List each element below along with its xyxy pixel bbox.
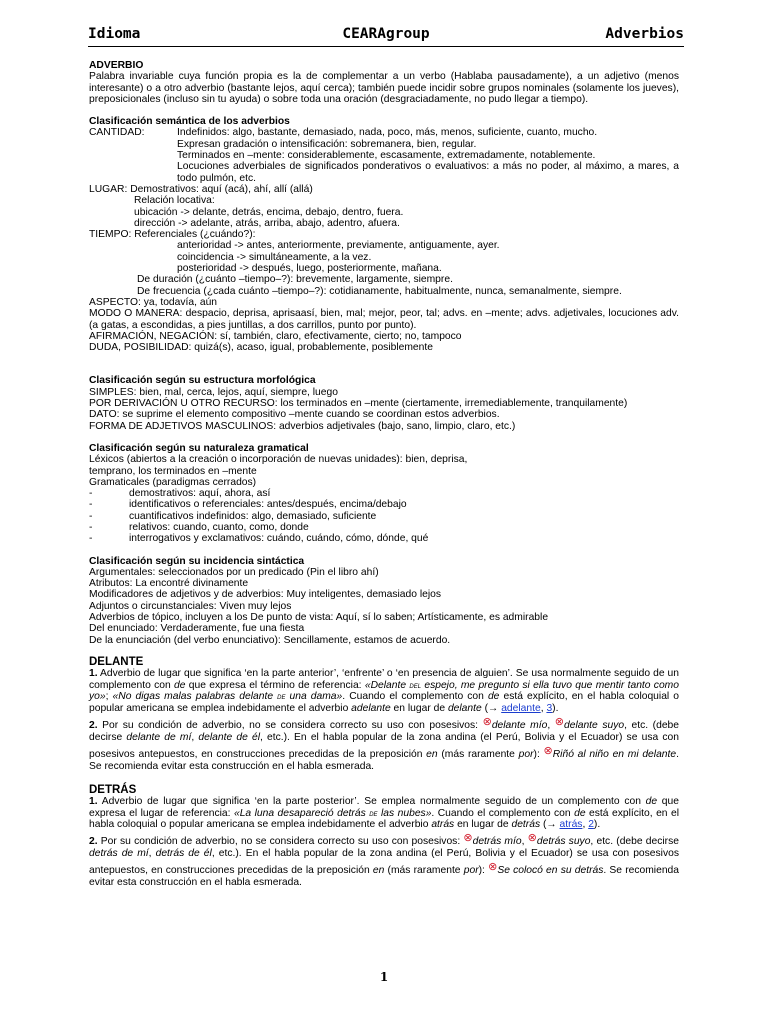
tiempo-line: TIEMPO: Referenciales (¿cuándo?): <box>89 229 256 241</box>
header-topic: Adverbios <box>605 26 684 42</box>
tiempo-frecuencia: De frecuencia (¿cada cuánto –tiempo–?): cotidianamente, habitualmente, nunca, semanalmente, siempre. <box>137 285 622 297</box>
sintactica-item: Del enunciado: Verdaderamente, fue una fiesta <box>89 623 305 635</box>
cantidad-row <box>89 127 679 138</box>
section-title-sintactica: Clasificación según su incidencia sintáctica <box>89 555 305 567</box>
tiempo-item: coincidencia -> simultáneamente, a la vez. <box>177 251 372 263</box>
lugar-line: LUGAR: Demostrativos: aquí (acá), ahí, allí (allá) <box>89 183 313 195</box>
section-title-adverbio: ADVERBIO <box>89 60 144 71</box>
morfologica-forma: FORMA DE ADJETIVOS MASCULINOS: adverbios adjetivales (bajo, sano, limpio, claro, etc.) <box>89 420 516 432</box>
delante-paragraph-1: 1. Adverbio de lugar que significa ‘en la parte anterior’, ‘enfrente’ o ‘en presencia de alguien’. Se usa normalmente seguido de un complemento con de que expresa el término de referencia: «Delante del espejo, me pregunto si ella tuvo que mentir tanto como yo»; «No digas malas palabras delante de una dama». Cuando el complemento con de está explícito, en el habla coloquial o popular americana se emplea indebidamente el adverbio adelante en lugar de delante (→ adelante, 3). <box>89 668 679 715</box>
sintactica-item: Argumentales: seleccionados por un predicado (Pin el libro ahí) <box>89 566 379 578</box>
page-number: 1 <box>379 970 389 984</box>
cantidad-label: CANTIDAD: <box>89 127 145 139</box>
cantidad-item: Terminados en –mente: considerablemente, escasamente, extremadamente, notablemente. <box>177 150 596 162</box>
afirmacion-line: AFIRMACIÓN, NEGACIÓN: sí, también, claro, efectivamente, cierto; no, tampoco <box>89 330 462 342</box>
sintactica-item: Adjuntos o circunstanciales: Viven muy lejos <box>89 600 292 612</box>
link-adelante[interactable]: adelante <box>501 703 541 715</box>
aspecto-line: ASPECTO: ya, todavía, aún <box>89 296 218 308</box>
list-item: - cuantificativos indefinidos: algo, demasiado, suficiente <box>89 510 377 522</box>
header-subject: Idioma <box>88 26 141 42</box>
prohibited-icon: ⊗ <box>482 715 492 728</box>
morfologica-simples: SIMPLES: bien, mal, cerca, lejos, aquí, siempre, luego <box>89 386 338 398</box>
modo-line: MODO O MANERA: despacio, deprisa, aprisaasí, bien, mal; mejor, peor, tal; advs. en –mente; advs. adjetivales, locuciones adv. (a gatas, a escondidas, a pies juntillas, a dos carrillos, punto por punto). <box>89 308 679 331</box>
section-title-semantica: Clasificación semántica de los adverbios <box>89 116 290 128</box>
prohibited-icon: ⊗ <box>463 831 473 844</box>
section-title-detras: DETRÁS <box>89 783 137 796</box>
sintactica-item: De la enunciación (del verbo enunciativo): Sencillamente, estamos de acuerdo. <box>89 634 451 646</box>
cantidad-item: Indefinidos: algo, bastante, demasiado, nada, poco, más, menos, suficiente, cuanto, mucho. <box>177 127 598 139</box>
gramatical-gramaticales: Gramaticales (paradigmas cerrados) <box>89 476 257 488</box>
list-item: - identificativos o referenciales: antes/después, encima/debajo <box>89 499 407 511</box>
link-adelante-3[interactable]: 3 <box>546 703 553 715</box>
tiempo-item: posterioridad -> después, luego, posteriormente, mañana. <box>177 263 442 275</box>
sintactica-item: Adverbios de tópico, incluyen a los De punto de vista: Aquí, sí lo saben; Artísticamente, es admirable <box>89 612 549 624</box>
sintactica-item: Atributos: La encontré divinamente <box>89 578 249 590</box>
prohibited-icon: ⊗ <box>488 860 498 873</box>
section-title-delante: DELANTE <box>89 655 144 668</box>
header-organization: CEARAgroup <box>342 26 430 42</box>
cantidad-item: Locuciones adverbiales de significados ponderativos o evaluativos: a más no poder, al máximo, a mares, a todo pulmón, etc. <box>177 161 679 184</box>
sintactica-item: Modificadores de adjetivos y de adverbios: Muy inteligentes, demasiado lejos <box>89 589 442 601</box>
list-item: - demostrativos: aquí, ahora, así <box>89 488 271 500</box>
morfologica-derivacion: POR DERIVACIÓN U OTRO RECURSO: los terminados en –mente (ciertamente, irremediablemente, tranquilamente) <box>89 398 628 410</box>
lugar-relacion: Relación locativa: <box>134 195 215 207</box>
morfologica-dato: DATO: se suprime el elemento compositivo –mente cuando se coordinan estos adverbios. <box>89 409 500 421</box>
page-header <box>88 24 684 47</box>
prohibited-icon: ⊗ <box>527 831 537 844</box>
list-item: - relativos: cuando, cuanto, como, donde <box>89 521 309 533</box>
section-title-gramatical: Clasificación según su naturaleza gramatical <box>89 442 309 454</box>
delante-paragraph-2: 2. Por su condición de adverbio, no se considera correcto su uso con posesivos: ⊗delante mío, ⊗delante suyo, etc. (debe decirse delante de mí, delante de él, etc.). En el habla popular de la zona andina (el Perú, Bolivia y el Ecuador) se usa con posesivos antepuestos, en construcciones precedidas de la preposición en (más raramente por): ⊗Riñó al niño en mi delante. Se recomienda evitar esta construcción en el habla esmerada. <box>89 715 680 773</box>
detras-paragraph-1: 1. Adverbio de lugar que significa ‘en la parte posterior’. Se emplea normalmente seguido de un complemento con de que expresa el lugar de referencia: «La luna desapareció detrás de las nubes». Cuando el complemento con de está explícito, en el habla coloquial o popular americana se emplea indebidamente el adverbio atrás en lugar de detrás (→ atrás, 2). <box>89 795 679 831</box>
lugar-direccion: dirección -> adelante, atrás, arriba, abajo, adentro, afuera. <box>134 217 400 229</box>
detras-paragraph-2: 2. Por su condición de adverbio, no se considera correcto su uso con posesivos: ⊗detrás mío, ⊗detrás suyo, etc. (debe decirse detrás de mí, detrás de él, etc.). En el habla popular de la zona andina (el Perú, Bolivia y el Ecuador) se usa con posesivos antepuestos, en construcciones precedidas de la preposición en (más raramente por): ⊗Se colocó en su detrás. Se recomienda evitar esta construcción en el habla esmerada. <box>89 831 679 889</box>
adverbio-definition: Palabra invariable cuya función propia es la de complementar a un verbo (Hablaba pausadamente), a un adjetivo (menos interesante) o a otro adverbio (bastante lejos, aquí cerca); también puede incidir sobre grupos nominales (solamente los jueves), preposicionales (incluso sin tu ayuda) o sobre toda una oración (desgraciadamente, no pudo llegar a tiempo). <box>89 71 679 105</box>
duda-line: DUDA, POSIBILIDAD: quizá(s), acaso, igual, probablemente, posiblemente <box>89 342 433 354</box>
tiempo-item: anterioridad -> antes, anteriormente, previamente, antiguamente, ayer. <box>177 240 500 252</box>
link-atras-2[interactable]: 2 <box>588 819 594 831</box>
section-title-morfologica: Clasificación según su estructura morfológica <box>89 375 316 387</box>
document-body <box>89 60 679 890</box>
link-atras[interactable]: atrás <box>559 819 583 831</box>
list-item: - interrogativos y exclamativos: cuándo, cuándo, cómo, dónde, qué <box>89 533 429 545</box>
prohibited-icon: ⊗ <box>543 744 553 757</box>
prohibited-icon: ⊗ <box>554 715 564 728</box>
gramatical-lexicos: Léxicos (abiertos a la creación o incorporación de nuevas unidades): bien, deprisa, temprano, los terminados en –mente <box>89 454 468 477</box>
lugar-ubicacion: ubicación -> delante, detrás, encima, debajo, dentro, fuera. <box>134 206 404 218</box>
tiempo-duracion: De duración (¿cuánto –tiempo–?): brevemente, largamente, siempre. <box>137 274 453 286</box>
cantidad-item: Expresan gradación o intensificación: sobremanera, bien, regular. <box>177 138 477 150</box>
